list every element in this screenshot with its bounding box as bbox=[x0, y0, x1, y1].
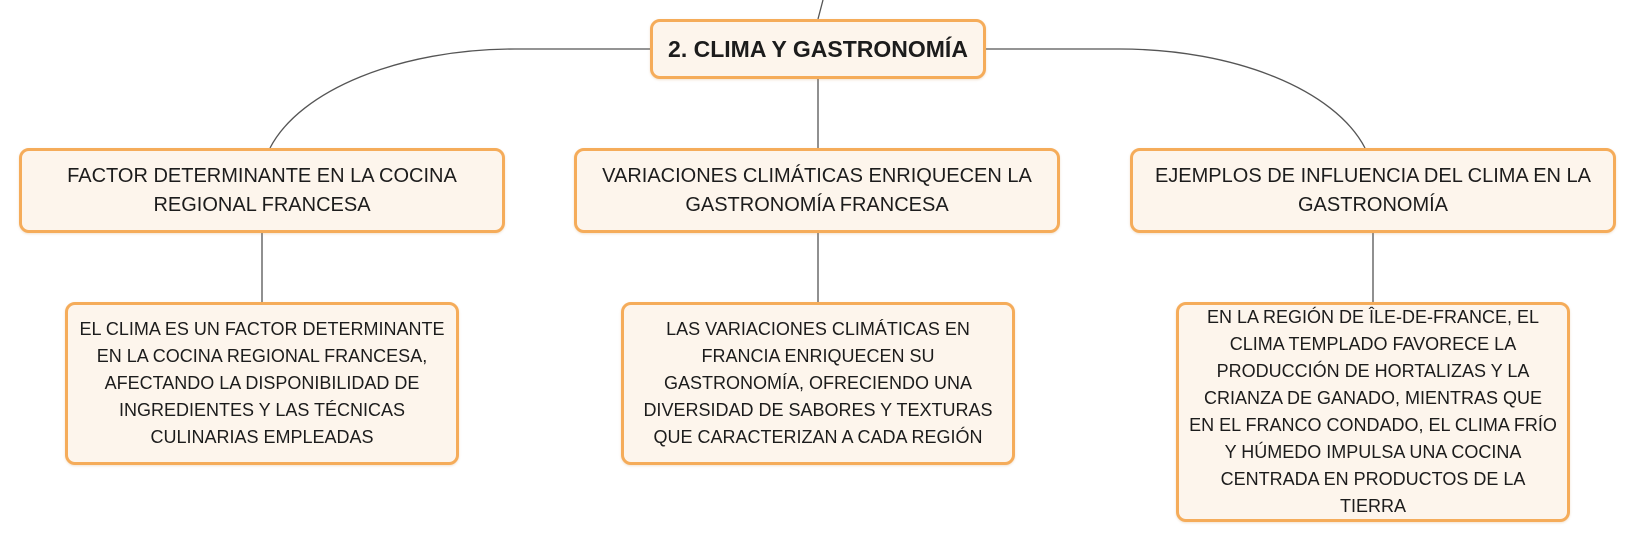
branch-topic-1[interactable] bbox=[19, 148, 505, 233]
connector-root-to-branch-1 bbox=[270, 49, 650, 148]
root-topic[interactable] bbox=[650, 19, 986, 79]
detail-topic-text: EN LA REGIÓN DE ÎLE-DE-FRANCE, EL CLIMA TEMPLADO FAVORECE LA PRODUCCIÓN DE HORTALIZAS Y LA CRIANZA DE GANADO, MIENTRAS QUE EN EL FRANCO CONDADO, EL CLIMA FRÍO Y HÚMEDO IMPULSA UNA COCINA CENTRADA EN PRODUCTOS DE LA TIERRA bbox=[1189, 307, 1557, 516]
branch-topic-3[interactable] bbox=[1130, 148, 1616, 233]
detail-topic-2[interactable] bbox=[621, 302, 1015, 465]
branch-topic-2[interactable] bbox=[574, 148, 1060, 233]
root-topic-label: 2. CLIMA Y GASTRONOMÍA bbox=[668, 35, 968, 62]
branch-topic-label: FACTOR DETERMINANTE EN LA COCINA REGIONAL FRANCESA bbox=[67, 164, 457, 216]
detail-topic-1[interactable] bbox=[65, 302, 459, 465]
branch-topic-label: VARIACIONES CLIMÁTICAS ENRIQUECEN LA GASTRONOMÍA FRANCESA bbox=[602, 164, 1032, 216]
connector-root-to-branch-3 bbox=[986, 49, 1365, 148]
connector-from-parent bbox=[818, 0, 823, 19]
detail-topic-text: EL CLIMA ES UN FACTOR DETERMINANTE EN LA COCINA REGIONAL FRANCESA, AFECTANDO LA DISPONIBILIDAD DE INGREDIENTES Y LAS TÉCNICAS CULINARIAS EMPLEADAS bbox=[79, 319, 445, 447]
branch-topic-label: EJEMPLOS DE INFLUENCIA DEL CLIMA EN LA GASTRONOMÍA bbox=[1154, 164, 1592, 216]
detail-topic-3[interactable] bbox=[1176, 302, 1570, 522]
detail-topic-text: LAS VARIACIONES CLIMÁTICAS EN FRANCIA ENRIQUECEN SU GASTRONOMÍA, OFRECIENDO UNA DIVERSIDAD DE SABORES Y TEXTURAS QUE CARACTERIZAN A CADA REGIÓN bbox=[643, 319, 993, 447]
